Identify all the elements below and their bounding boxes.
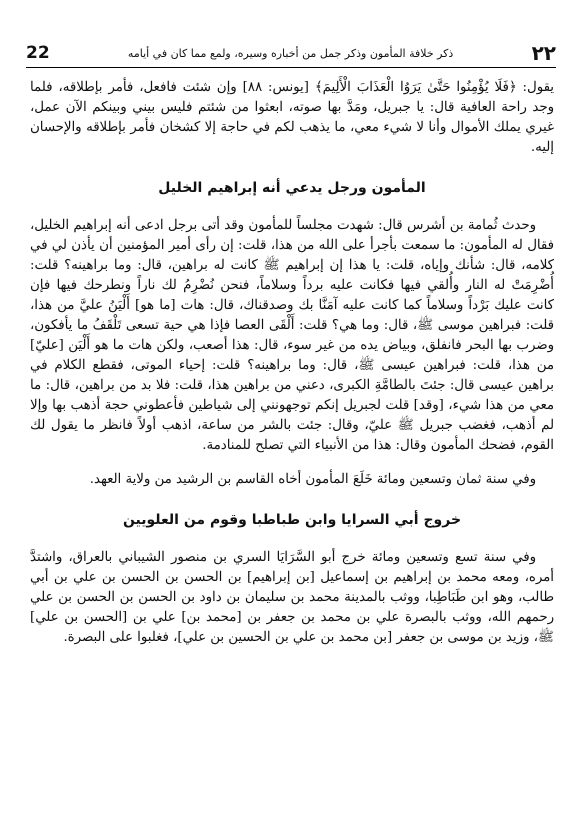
page-number-arabic: ٢٢ (531, 41, 556, 65)
paragraph: وحدث ثُمامة بن أشرس قال: شهدت مجلساً للمأمون وقد أتى برجل ادعى أنه إبراهيم الخليل، فقال له المأمون: ما سمعت بأجرأ على الله من هذا، قلت: إن رأى أمير المؤمنين أن يأذن لي في كلامه، قال: شأنك وإياه، قلت: يا هذا إن إبراهيم ﷺ كانت له براهين، قال: وما براهينه؟ قلت: أُضْرِمَتْ له النار وأُلقي فيها فكانت عليه برداً وسلاماً، فنحن نُضْرِمُ لك ناراً ونطرحك فيها فإن كانت عليك بَرْداً وسلاماً كما كانت عليه آمَنَّا بك وصدقناك، قال: هات [ما هو] أَلْيَنُ عليَّ من هذا، قلت: فبراهين موسى ﷺ، قال: وما هي؟ قلت: أَلْقَى العصا فإذا هي حية تسعى تَلْقَفُ ما يأفكون، وضرب بها البحر فانفلق، وبياض يده من غير سوء، قال: هذا أصعب، ولكن هات ما هو أَلْيَن [عليّ] من هذا، قلت: فبراهين عيسى ﷺ، قال: وما براهينه؟ قلت: إحياء الموتى، فقطع الكلام في براهين عيسى قال: جئتَ بالطامَّةِ الكبرى، دعني من براهين هذا، قلت: فلا بد من براهين، قال: ما معي من هذا شيء، [وقد] قلت لجبريل إنكم توجهونني إلى شياطين فأعطوني حجة أذهب بها وإلا لم أذهب، فغضب جبريل ﷺ عليّ، وقال: جئت بالشر من ساعة، اذهب أولاً فانظر ما يقول لك القوم، فضحك المأمون وقال: هذا من الأنبياء التي تصلح للمنادمة. (30, 218, 554, 453)
section-heading: خروج أبي السرايا وابن طباطبا وقوم من العلويين (122, 512, 462, 528)
paragraph: وفي سنة تسع وتسعين ومائة خرج أبو السَّرَايَا السري بن منصور الشيباني بالعراق، واشتدَّ أمره، ومعه محمد بن إبراهيم بن إسماعيل [بن إبراهيم] بن الحسن بن الحسن بن علي بن أبي طالب، وهو ابن طَبَاطِبا، ووثب بالمدينة محمد بن سليمان بن داود بن الحسن بن الحسن بن علي رحمهم الله، ووثب بالبصرة علي بن محمد بن جعفر بن [محمد بن] علي بن [الحسن بن علي] ﷺ، وزيد بن موسى بن جعفر [بن محمد بن علي بن الحسين بن علي]، فغلبوا على البصرة. (30, 550, 554, 645)
paragraph: يقول: ﴿فَلَا يُؤْمِنُوا حَتَّىٰ يَرَوُا الْعَذَابَ الْأَلِيمَ﴾ [يونس: ٨٨] وإن شئت فافعل، فأمر بإطلاقه، فلما وجد راحة العافية قال: يا جبريل، ومَدَّ بها صوته، ابعثوا من شئتم فليس بيني وبينكم الآن عمل، غيري يملك الأموال وأنا لا شيء معي، ما يذهب لكم في حاجة إلا كشخان فأمر بإطلاقه والإحسان إليه. (30, 80, 554, 155)
section-heading: المأمون ورجل يدعي أنه إبراهيم الخليل (158, 180, 426, 196)
page-body (30, 78, 554, 648)
running-title: ذكر خلافة المأمون وذكر جمل من أخباره وسيره، ولمع مما كان في أيامه (127, 46, 454, 60)
header-rule (26, 67, 556, 68)
page-header (26, 38, 556, 68)
paragraph: وفي سنة ثمان وتسعين ومائة خَلَعَ المأمون أخاه القاسم بن الرشيد من ولاية العهد. (89, 472, 536, 487)
page-number-latin: 22 (26, 43, 50, 63)
spacer (30, 456, 554, 470)
